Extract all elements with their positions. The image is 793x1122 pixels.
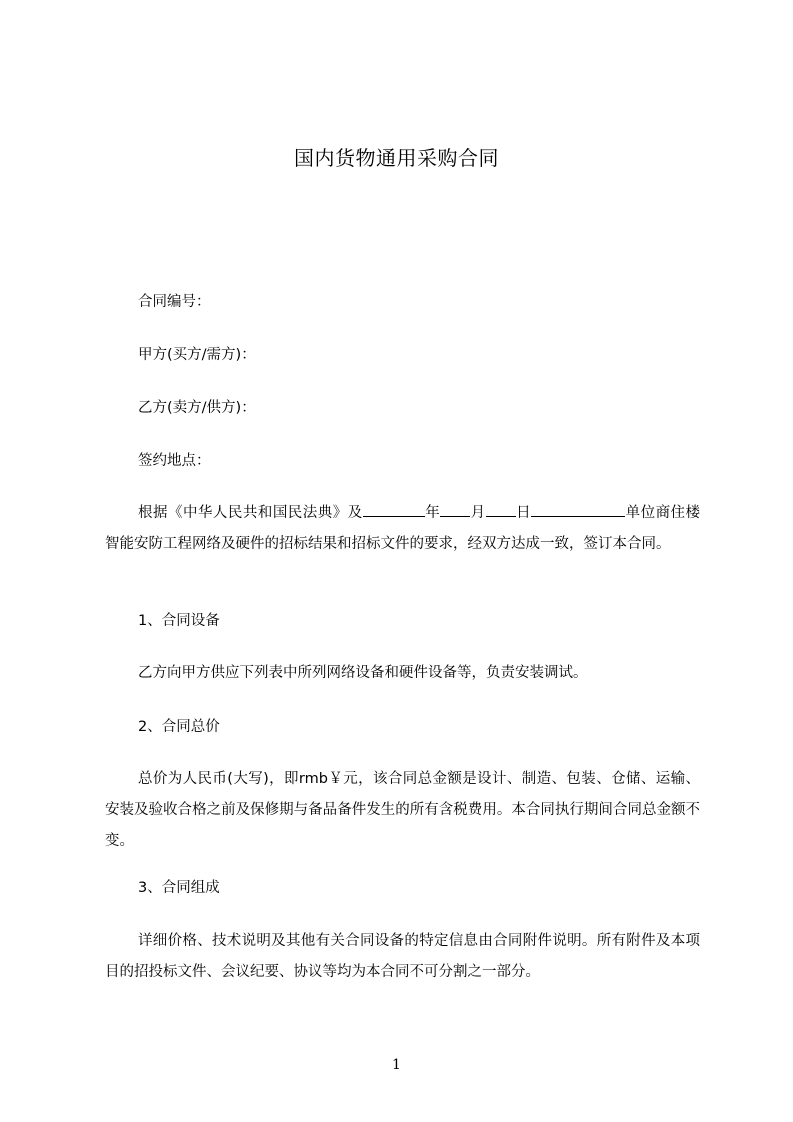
document-title: 国内货物通用采购合同 xyxy=(294,146,499,170)
page-number: 1 xyxy=(392,1057,401,1073)
unit-blank xyxy=(531,502,625,517)
preamble-text-start: 根据《中华人民共和国民法典》及 xyxy=(138,505,363,521)
section-3-heading: 3、合同组成 xyxy=(138,880,220,896)
preamble-paragraph xyxy=(105,498,700,560)
section-1-body: 乙方向甲方供应下列表中所列网络设备和硬件设备等，负责安装调试。 xyxy=(138,665,588,681)
section-2-body: 总价为人民币(大写)，即rmb￥元，该合同总金额是设计、制造、包装、仓储、运输、安装及验收合格之前及保修期与备品备件发生的所有含税费用。本合同执行期间合同总金额不变。 xyxy=(105,771,700,849)
year-label: 年 xyxy=(424,505,441,521)
section-1-heading: 1、合同设备 xyxy=(138,613,220,629)
section-2-heading: 2、合同总价 xyxy=(138,719,220,735)
signing-place-field: 签约地点： xyxy=(138,453,211,469)
contract-number-field: 合同编号： xyxy=(138,294,211,310)
month-label: 月 xyxy=(470,505,486,521)
party-a-field: 甲方(买方/需方)： xyxy=(138,347,256,363)
year-blank xyxy=(363,502,425,517)
day-label: 日 xyxy=(515,505,532,521)
section-3-body: 详细价格、技术说明及其他有关合同设备的特定信息由合同附件说明。所有附件及本项目的招投标文件、会议纪要、协议等均为本合同不可分割之一部分。 xyxy=(105,933,700,980)
day-blank xyxy=(486,502,516,517)
month-blank xyxy=(440,502,470,517)
preamble-text-end: 单位商住楼智能安防工程网络及硬件的招标结果和招标文件的要求，经双方达成一致，签订本合同。 xyxy=(105,505,701,552)
party-b-field: 乙方(卖方/供方)： xyxy=(138,400,256,416)
